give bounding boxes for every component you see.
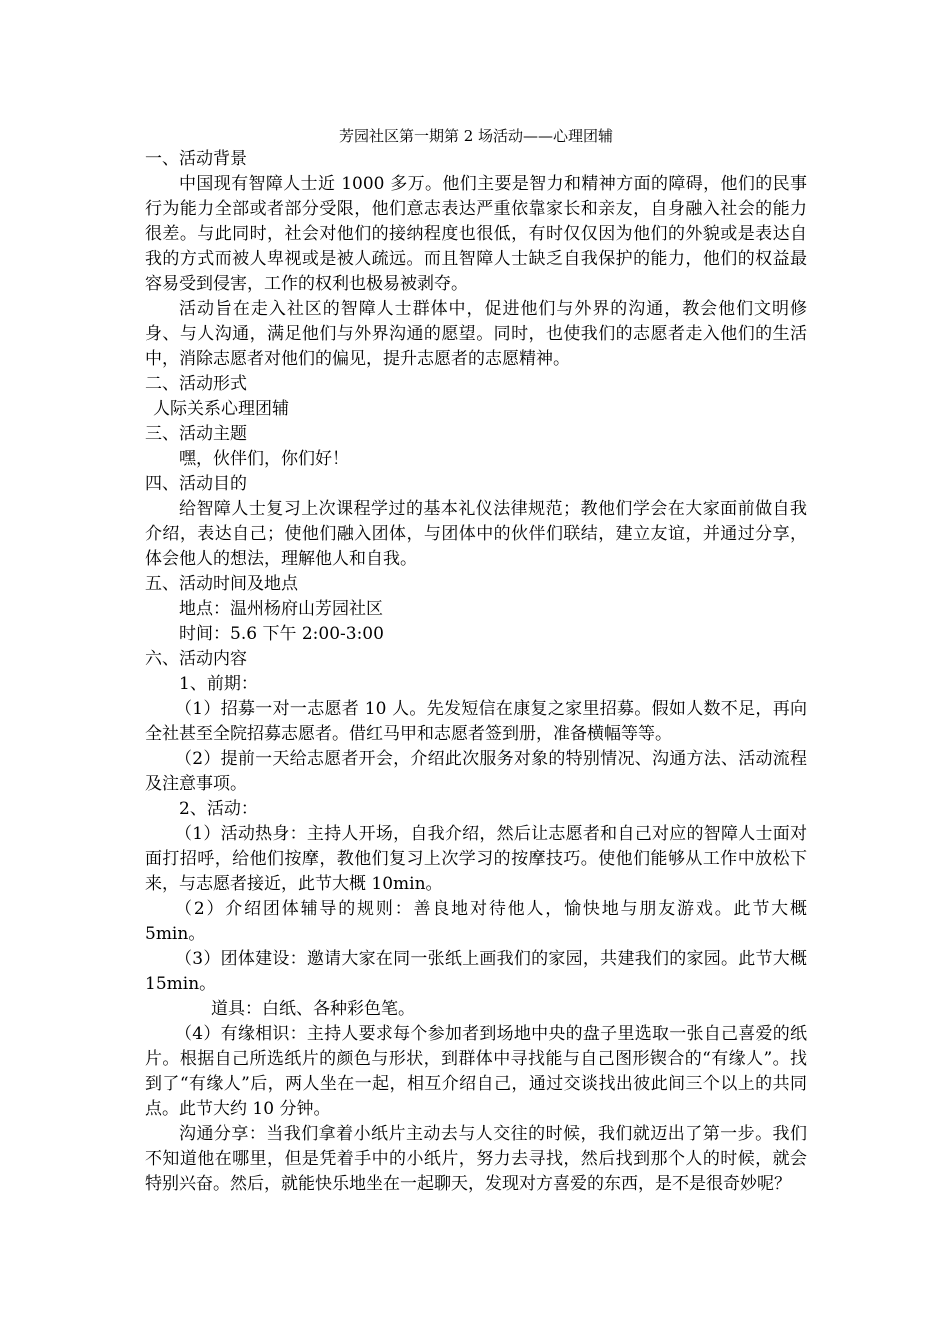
background-paragraph-1: 中国现有智障人士近 1000 多万。他们主要是智力和精神方面的障碍，他们的民事行为能力全部或者部分受限，他们意志表达严重依靠家长和亲友，自身融入社会的能力很差。与此同时，社会对他们的接纳程度也很低，有时仅仅因为他们的外貌或是表达自我的方式而被人卑视或是被人疏远。而且智障人士缺乏自我保护的能力，他们的权益最容易受到侵害，工作的权利也极易被剥夺。 bbox=[145, 174, 807, 294]
content-activity-item-3-props: 道具：白纸、各种彩色笔。 bbox=[211, 999, 415, 1019]
content-activity-item-2: （2）介绍团体辅导的规则：善良地对待他人，愉快地与朋友游戏。此节大概 5min。 bbox=[145, 899, 807, 944]
background-paragraph-2: 活动旨在走入社区的智障人士群体中，促进他们与外界的沟通，教会他们文明修身、与人沟通，满足他们与外界沟通的愿望。同时，也使我们的志愿者走入他们的生活中，消除志愿者对他们的偏见，提升志愿者的志愿精神。 bbox=[145, 299, 807, 369]
content-activity-item-3: （3）团体建设：邀请大家在同一张纸上画我们的家园，共建我们的家园。此节大概 15min。 bbox=[145, 949, 807, 994]
section-heading-background: 一、活动背景 bbox=[145, 149, 247, 169]
content-activity-heading: 2、活动： bbox=[179, 799, 258, 819]
theme-paragraph: 嘿，伙伴们，你们好！ bbox=[179, 449, 349, 469]
section-heading-content: 六、活动内容 bbox=[145, 649, 247, 669]
content-activity-item-1: （1）活动热身：主持人开场，自我介绍，然后让志愿者和自己对应的智障人士面对面打招呼，给他们按摩，教他们复习上次学习的按摩技巧。使他们能够从工作中放松下来，与志愿者接近，此节大概 10min。 bbox=[145, 824, 807, 894]
content-share-paragraph: 沟通分享：当我们拿着小纸片主动去与人交往的时候，我们就迈出了第一步。我们不知道他在哪里，但是凭着手中的小纸片，努力去寻找，然后找到那个人的时候，就会特别兴奋。然后，就能快乐地坐在一起聊天，发现对方喜爱的东西，是不是很奇妙呢？ bbox=[145, 1124, 807, 1194]
content-pre-heading: 1、前期： bbox=[179, 674, 258, 694]
time-line: 时间：5.6 下午 2:00-3:00 bbox=[179, 624, 384, 644]
section-heading-purpose: 四、活动目的 bbox=[145, 474, 247, 494]
content-pre-item-2: （2）提前一天给志愿者开会，介绍此次服务对象的特别情况、沟通方法、活动流程及注意事项。 bbox=[145, 749, 807, 794]
document-page bbox=[145, 125, 807, 1197]
document-title: 芳园社区第一期第 2 场活动——心理团辅 bbox=[338, 127, 614, 145]
place-line: 地点：温州杨府山芳园社区 bbox=[179, 599, 383, 619]
content-pre-item-1: （1）招募一对一志愿者 10 人。先发短信在康复之家里招募。假如人数不足，再向全社甚至全院招募志愿者。借红马甲和志愿者签到册，准备横幅等等。 bbox=[145, 699, 807, 744]
section-heading-form: 二、活动形式 bbox=[145, 374, 247, 394]
section-heading-time-place: 五、活动时间及地点 bbox=[145, 574, 298, 594]
purpose-paragraph: 给智障人士复习上次课程学过的基本礼仪法律规范；教他们学会在大家面前做自我介绍，表达自己；使他们融入团体，与团体中的伙伴们联结，建立友谊，并通过分享，体会他人的想法，理解他人和自我。 bbox=[145, 499, 807, 569]
section-heading-theme: 三、活动主题 bbox=[145, 424, 247, 444]
content-activity-item-4: （4）有缘相识：主持人要求每个参加者到场地中央的盘子里选取一张自己喜爱的纸片。根据自己所选纸片的颜色与形状，到群体中寻找能与自己图形锲合的“有缘人”。找到了“有缘人”后，两人坐在一起，相互介绍自己，通过交谈找出彼此间三个以上的共同点。此节大约 10 分钟。 bbox=[145, 1024, 807, 1119]
form-paragraph: 人际关系心理团辅 bbox=[153, 399, 289, 419]
